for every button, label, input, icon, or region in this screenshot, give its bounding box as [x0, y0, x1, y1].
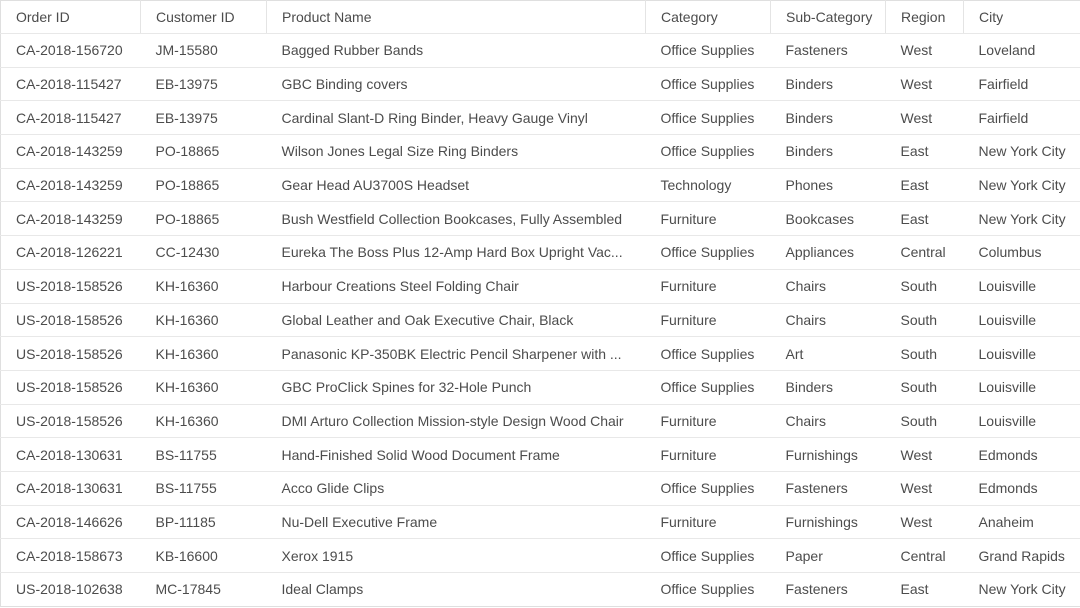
cell-region: East — [886, 135, 964, 169]
cell-customer-id: CC-12430 — [141, 236, 267, 270]
cell-category: Office Supplies — [646, 67, 771, 101]
table-row — [1, 505, 1080, 539]
cell-category: Technology — [646, 168, 771, 202]
cell-sub-category: Binders — [771, 67, 886, 101]
column-header-region: Region — [886, 1, 964, 34]
cell-product-name: GBC Binding covers — [267, 67, 646, 101]
cell-customer-id: BS-11755 — [141, 438, 267, 472]
cell-region: South — [886, 370, 964, 404]
column-header-city: City — [964, 1, 1080, 34]
table-row — [1, 67, 1080, 101]
table-row — [1, 101, 1080, 135]
cell-city: Edmonds — [964, 471, 1080, 505]
cell-city: Grand Rapids — [964, 539, 1080, 573]
cell-category: Furniture — [646, 404, 771, 438]
cell-order-id: CA-2018-143259 — [1, 168, 141, 202]
cell-customer-id: BP-11185 — [141, 505, 267, 539]
table-row — [1, 370, 1080, 404]
cell-region: Central — [886, 539, 964, 573]
cell-customer-id: JM-15580 — [141, 34, 267, 68]
column-header-sub-category: Sub-Category — [771, 1, 886, 34]
cell-customer-id: EB-13975 — [141, 101, 267, 135]
cell-city: Louisville — [964, 404, 1080, 438]
cell-product-name: Global Leather and Oak Executive Chair, Black — [267, 303, 646, 337]
cell-customer-id: PO-18865 — [141, 135, 267, 169]
cell-category: Office Supplies — [646, 101, 771, 135]
cell-product-name: Acco Glide Clips — [267, 471, 646, 505]
cell-region: South — [886, 269, 964, 303]
cell-category: Office Supplies — [646, 337, 771, 371]
cell-order-id: US-2018-158526 — [1, 303, 141, 337]
table-row — [1, 202, 1080, 236]
table-row — [1, 269, 1080, 303]
cell-city: Columbus — [964, 236, 1080, 270]
cell-sub-category: Fasteners — [771, 471, 886, 505]
cell-order-id: US-2018-158526 — [1, 337, 141, 371]
cell-order-id: US-2018-158526 — [1, 370, 141, 404]
cell-order-id: CA-2018-158673 — [1, 539, 141, 573]
cell-customer-id: BS-11755 — [141, 471, 267, 505]
table-row — [1, 337, 1080, 371]
cell-sub-category: Bookcases — [771, 202, 886, 236]
cell-city: Anaheim — [964, 505, 1080, 539]
cell-product-name: DMI Arturo Collection Mission-style Design Wood Chair — [267, 404, 646, 438]
cell-order-id: US-2018-158526 — [1, 404, 141, 438]
cell-city: Edmonds — [964, 438, 1080, 472]
table-row — [1, 34, 1080, 68]
cell-product-name: Hand-Finished Solid Wood Document Frame — [267, 438, 646, 472]
cell-region: Central — [886, 236, 964, 270]
cell-category: Office Supplies — [646, 370, 771, 404]
cell-city: New York City — [964, 168, 1080, 202]
table-row — [1, 573, 1080, 607]
cell-product-name: Gear Head AU3700S Headset — [267, 168, 646, 202]
cell-sub-category: Furnishings — [771, 505, 886, 539]
cell-sub-category: Phones — [771, 168, 886, 202]
cell-sub-category: Fasteners — [771, 34, 886, 68]
cell-order-id: CA-2018-126221 — [1, 236, 141, 270]
cell-region: South — [886, 303, 964, 337]
cell-product-name: Harbour Creations Steel Folding Chair — [267, 269, 646, 303]
cell-customer-id: KH-16360 — [141, 370, 267, 404]
cell-sub-category: Binders — [771, 370, 886, 404]
cell-product-name: Wilson Jones Legal Size Ring Binders — [267, 135, 646, 169]
column-header-category: Category — [646, 1, 771, 34]
cell-customer-id: KH-16360 — [141, 303, 267, 337]
table-row — [1, 168, 1080, 202]
cell-order-id: CA-2018-143259 — [1, 202, 141, 236]
cell-customer-id: MC-17845 — [155, 581, 221, 598]
cell-category: Office Supplies — [646, 539, 771, 573]
cell-product-name: GBC ProClick Spines for 32-Hole Punch — [267, 370, 646, 404]
table-row — [1, 539, 1080, 573]
table-row — [1, 236, 1080, 270]
cell-product-name: Bagged Rubber Bands — [267, 34, 646, 68]
cell-city: Louisville — [964, 269, 1080, 303]
cell-sub-category: Furnishings — [771, 438, 886, 472]
cell-region: South — [886, 404, 964, 438]
cell-category: Office Supplies — [660, 581, 755, 598]
cell-customer-id: KH-16360 — [141, 269, 267, 303]
cell-product-name: Panasonic KP-350BK Electric Pencil Sharpener with ... — [267, 337, 646, 371]
cell-customer-id: PO-18865 — [141, 168, 267, 202]
cell-category: Furniture — [646, 303, 771, 337]
cell-order-id: CA-2018-156720 — [1, 34, 141, 68]
cell-region: West — [886, 438, 964, 472]
cell-customer-id: KB-16600 — [141, 539, 267, 573]
cell-region: West — [886, 471, 964, 505]
cell-region: West — [886, 67, 964, 101]
cell-category: Furniture — [646, 505, 771, 539]
cell-city: Fairfield — [964, 101, 1080, 135]
cell-region: East — [900, 581, 929, 598]
column-header-order-id: Order ID — [1, 1, 141, 34]
column-header-customer-id: Customer ID — [141, 1, 267, 34]
cell-product-name: Xerox 1915 — [267, 539, 646, 573]
cell-order-id: CA-2018-130631 — [1, 471, 141, 505]
cell-sub-category: Binders — [771, 101, 886, 135]
cell-region: South — [886, 337, 964, 371]
cell-order-id: CA-2018-115427 — [1, 67, 141, 101]
cell-city: Fairfield — [964, 67, 1080, 101]
cell-city: Louisville — [964, 303, 1080, 337]
cell-city: New York City — [964, 135, 1080, 169]
cell-city: Louisville — [964, 337, 1080, 371]
cell-order-id: CA-2018-143259 — [1, 135, 141, 169]
cell-sub-category: Art — [771, 337, 886, 371]
cell-sub-category: Paper — [771, 539, 886, 573]
cell-region: East — [886, 202, 964, 236]
cell-order-id: US-2018-102638 — [16, 581, 123, 598]
cell-category: Office Supplies — [646, 471, 771, 505]
cell-sub-category: Chairs — [771, 303, 886, 337]
cell-category: Office Supplies — [646, 34, 771, 68]
cell-sub-category: Appliances — [771, 236, 886, 270]
column-header-product-name: Product Name — [267, 1, 646, 34]
cell-region: West — [886, 34, 964, 68]
cell-sub-category: Binders — [771, 135, 886, 169]
cell-region: East — [886, 168, 964, 202]
cell-category: Furniture — [646, 269, 771, 303]
cell-customer-id: PO-18865 — [141, 202, 267, 236]
cell-product-name: Cardinal Slant-D Ring Binder, Heavy Gauge Vinyl — [267, 101, 646, 135]
cell-order-id: CA-2018-130631 — [1, 438, 141, 472]
cell-customer-id: KH-16360 — [141, 337, 267, 371]
cell-city: New York City — [978, 581, 1066, 598]
table-row — [1, 471, 1080, 505]
cell-category: Furniture — [646, 202, 771, 236]
table-row — [1, 303, 1080, 337]
cell-category: Office Supplies — [646, 236, 771, 270]
cell-sub-category: Chairs — [771, 269, 886, 303]
table-row — [1, 438, 1080, 472]
cell-sub-category: Fasteners — [785, 581, 848, 598]
header-row — [1, 1, 1080, 34]
cell-order-id: CA-2018-115427 — [1, 101, 141, 135]
cell-product-name: Ideal Clamps — [281, 581, 364, 598]
cell-product-name: Nu-Dell Executive Frame — [267, 505, 646, 539]
cell-category: Office Supplies — [646, 135, 771, 169]
cell-sub-category: Chairs — [771, 404, 886, 438]
cell-region: West — [886, 101, 964, 135]
cell-category: Furniture — [646, 438, 771, 472]
cell-region: West — [886, 505, 964, 539]
table-row — [1, 135, 1080, 169]
cell-city: New York City — [964, 202, 1080, 236]
cell-product-name: Eureka The Boss Plus 12-Amp Hard Box Upright Vac... — [267, 236, 646, 270]
cell-customer-id: KH-16360 — [141, 404, 267, 438]
cell-product-name: Bush Westfield Collection Bookcases, Fully Assembled — [267, 202, 646, 236]
table-row — [1, 404, 1080, 438]
cell-city: Loveland — [964, 34, 1080, 68]
cell-customer-id: EB-13975 — [141, 67, 267, 101]
cell-city: Louisville — [964, 370, 1080, 404]
cell-order-id: CA-2018-146626 — [1, 505, 141, 539]
cell-order-id: US-2018-158526 — [1, 269, 141, 303]
